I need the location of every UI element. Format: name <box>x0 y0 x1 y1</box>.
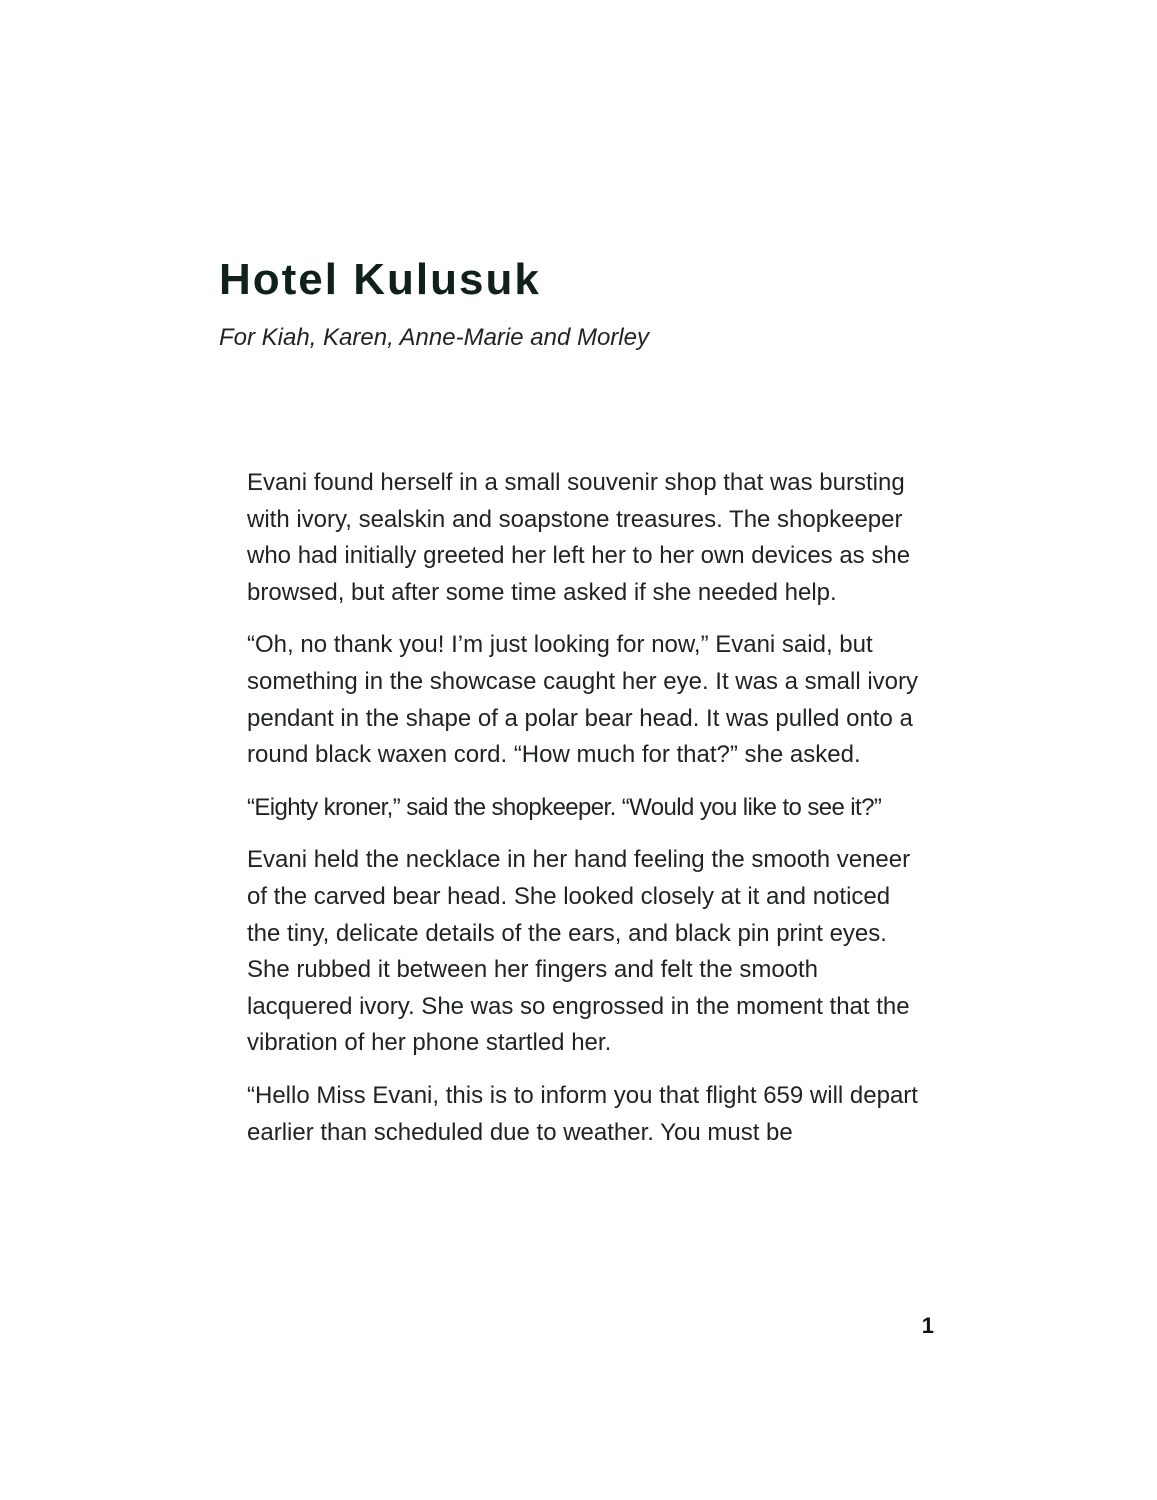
story-body <box>247 465 947 1167</box>
paragraph: Evani held the necklace in her hand feeling the smooth veneer of the carved bear head. She looked closely at it and noticed the tiny, delicate details of the ears, and black pin print eyes. She rubbed it between her fingers and felt the smooth lacquered ivory. She was so engrossed in the moment that the vibration of her phone startled her. <box>247 846 911 1057</box>
paragraph: “Oh, no thank you! I’m just looking for now,” Evani said, but something in the showcase caught her eye. It was a small ivory pendant in the shape of a polar bear head. It was pulled onto a round black waxen cord. “How much for that?” she asked. <box>247 631 918 769</box>
paragraph: “Hello Miss Evani, this is to inform you that flight 659 will depart earlier than scheduled due to weather. You must be <box>247 1081 918 1146</box>
paragraph: Evani found herself in a small souvenir shop that was bursting with ivory, sealskin and soapstone treasures. The shopkeeper who had initially greeted her left her to her own devices as she browsed, but after some time asked if she needed help. <box>247 469 911 606</box>
page-number: 1 <box>921 1313 934 1338</box>
dedication-line: For Kiah, Karen, Anne-Marie and Morley <box>219 324 649 351</box>
story-title: Hotel Kulusuk <box>219 255 541 304</box>
paragraph: “Eighty kroner,” said the shopkeeper. “Would you like to see it?” <box>247 793 882 821</box>
